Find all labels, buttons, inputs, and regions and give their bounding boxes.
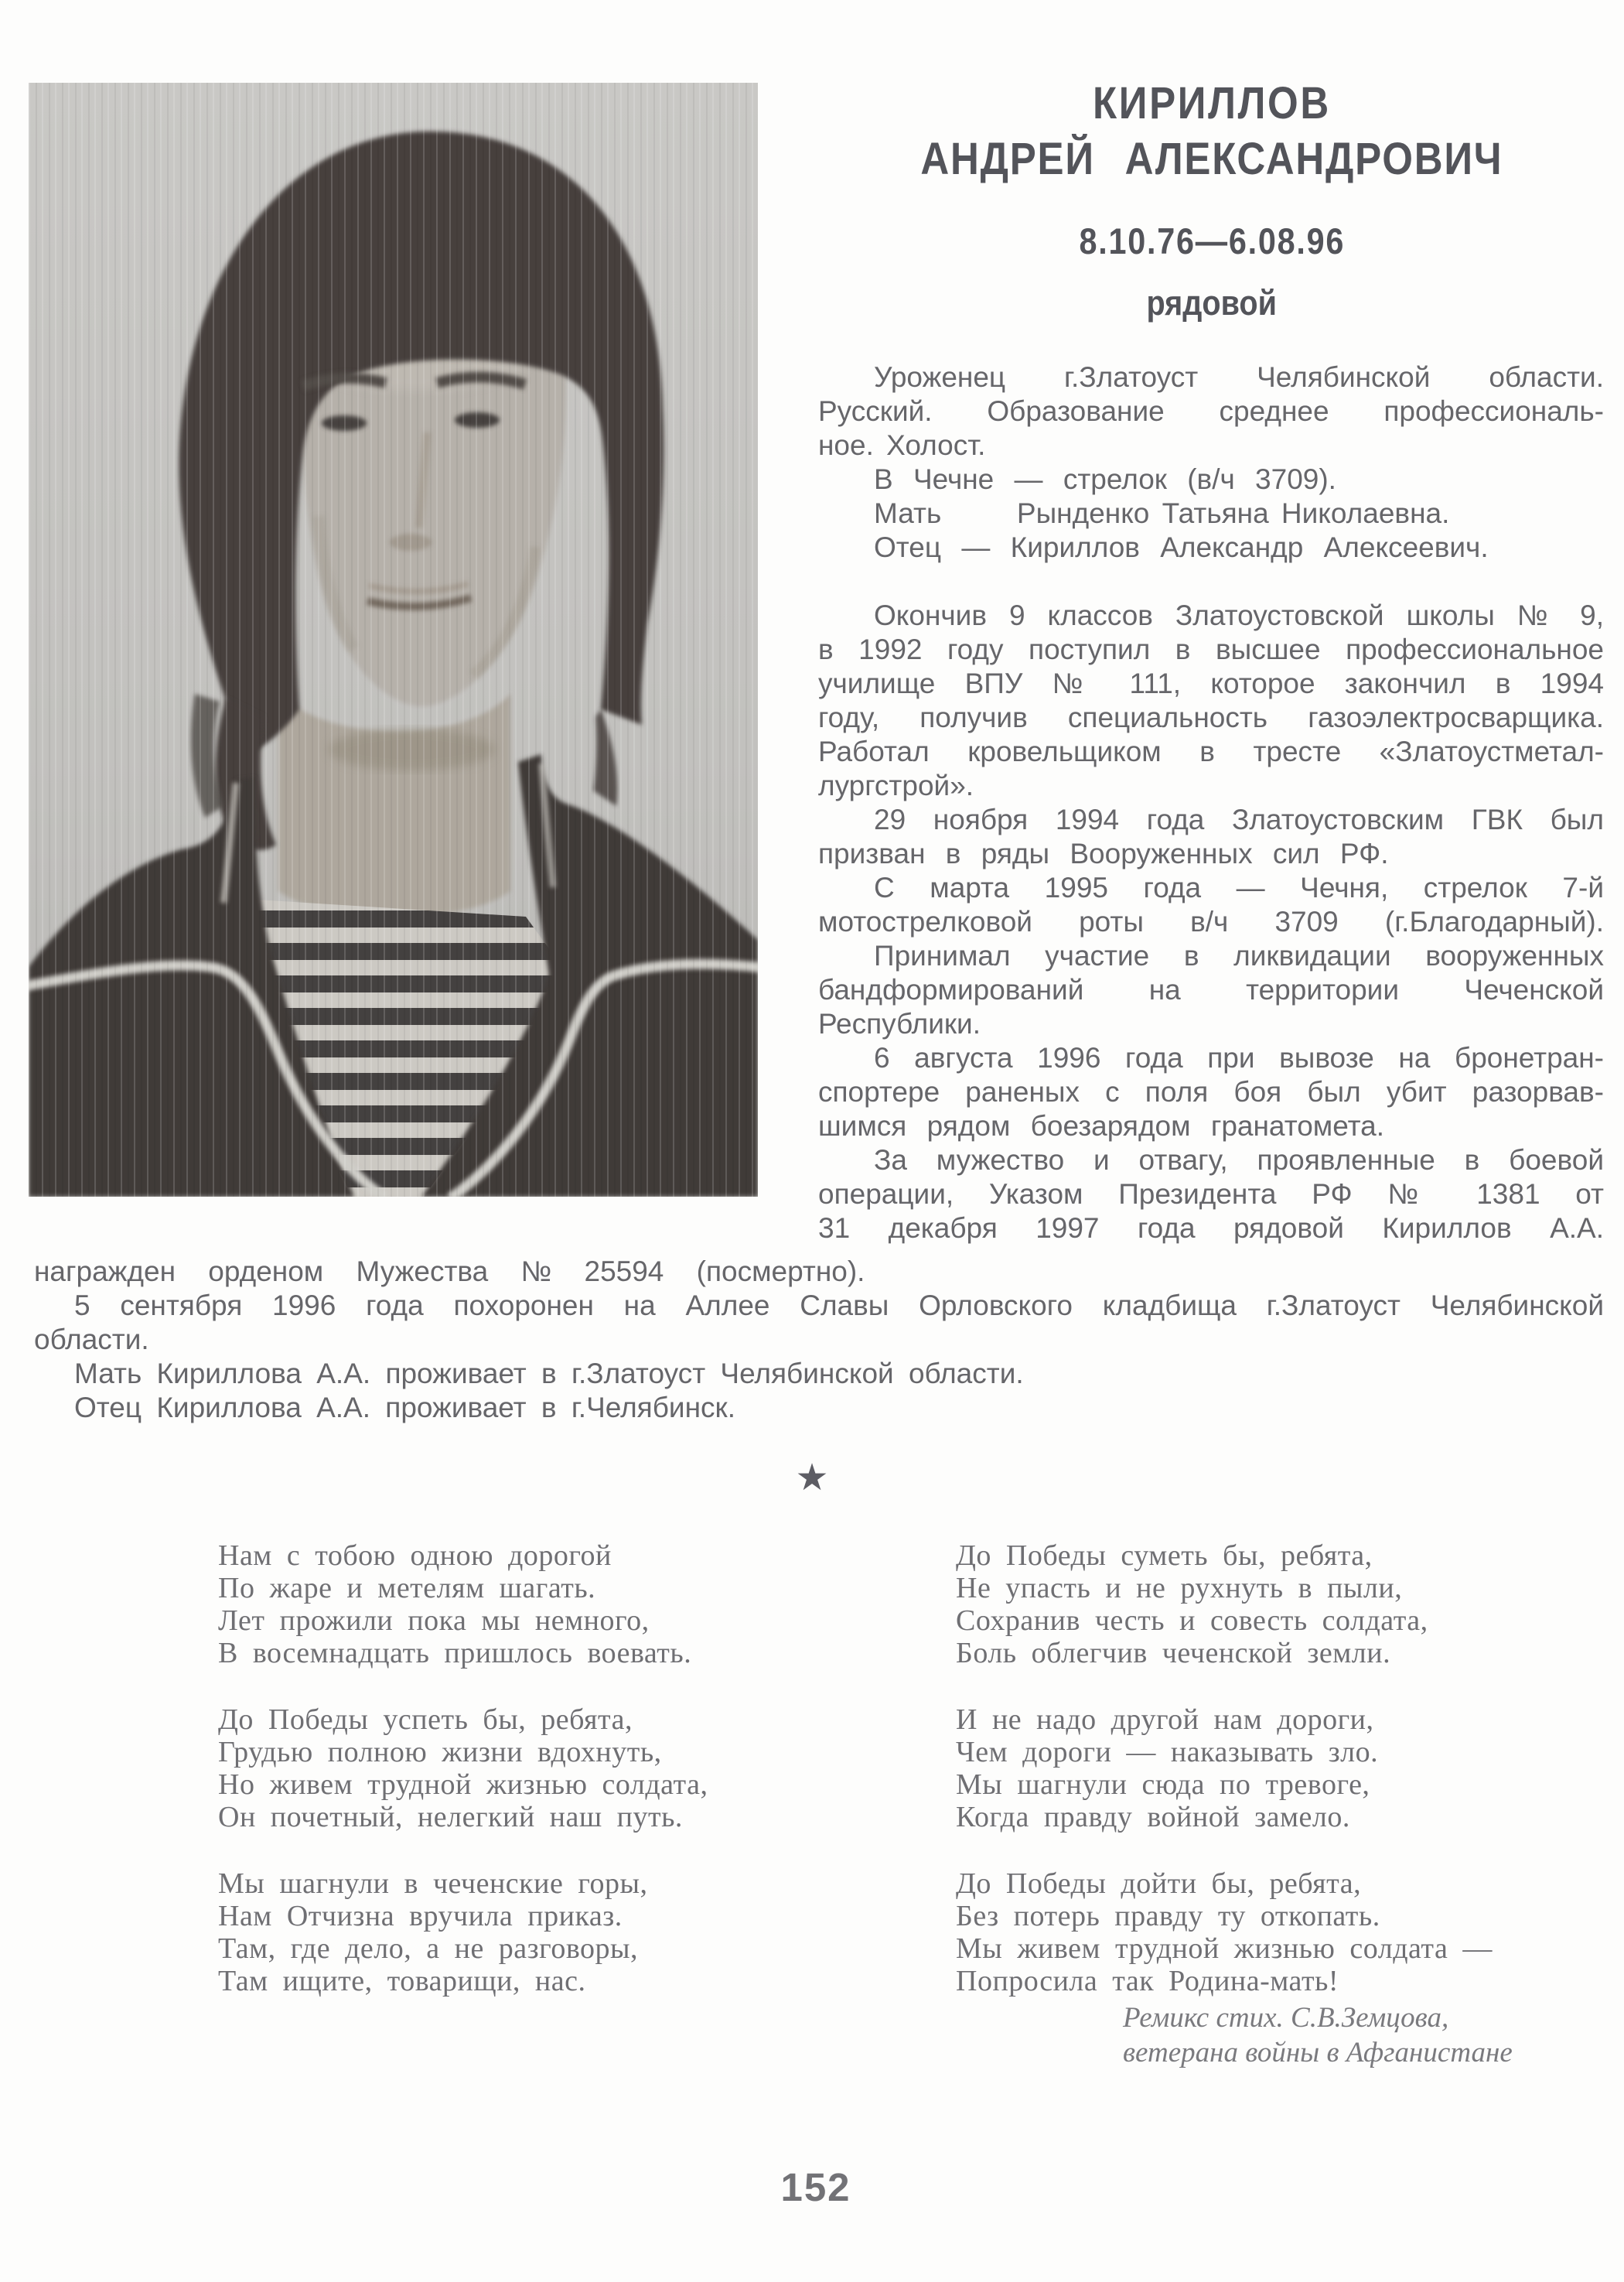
- poem-attribution: [1123, 2000, 1556, 2070]
- poem-line: Лет прожили пока мы немного,: [218, 1604, 650, 1637]
- bio-line: Республики.: [818, 1008, 981, 1040]
- poem-line: И не надо другой нам дороги,: [956, 1703, 1374, 1736]
- poem-stanza: [218, 1703, 759, 1833]
- poem-stanza: [956, 1703, 1559, 1833]
- poem-line: Не упасть и не рухнуть в пыли,: [956, 1572, 1403, 1604]
- bio-line: 6 августа 1996 года при вывозе на бронетран-: [874, 1042, 1604, 1074]
- bio-line: в 1992 году поступил в высшее профессиональное: [818, 634, 1604, 665]
- poem-line: Нам с тобою одною дорогой: [218, 1539, 612, 1572]
- bio-line: награжден орденом Мужества № 25594 (посмертно).: [34, 1255, 865, 1287]
- bio-line: С марта 1995 года — Чечня, стрелок 7-й: [874, 872, 1604, 904]
- bio-line: призван в ряды Вооруженных сил РФ.: [818, 838, 1389, 869]
- bio-line: лургстрой».: [818, 770, 974, 801]
- attribution-line: ветерана войны в Афганистане: [1123, 2037, 1513, 2068]
- bio-line: шимся рядом боезарядом гранатомета.: [818, 1110, 1384, 1142]
- bio-fullwidth: [34, 1255, 1604, 1425]
- bio-line: 5 сентября 1996 года похоронен на Аллее Славы Орловского кладбища г.Златоуст Челябинской: [74, 1290, 1604, 1321]
- poem-line: До Победы суметь бы, ребята,: [956, 1539, 1373, 1572]
- poem-line: Там ищите, товарищи, нас.: [218, 1965, 586, 1997]
- bio-column: [818, 360, 1604, 1245]
- poem-line: Нам Отчизна вручила приказ.: [218, 1900, 623, 1932]
- attribution-line: Ремикс стих. С.В.Земцова,: [1123, 2002, 1449, 2034]
- bio-line: Мать Рынденко Татьяна Николаевна.: [874, 497, 1450, 529]
- portrait-photo-graphic: [29, 83, 758, 1197]
- star-divider-icon: ★: [795, 1457, 829, 1498]
- header-name: [818, 133, 1605, 185]
- bio-line: Мать Кириллова А.А. проживает в г.Златоуст Челябинской области.: [74, 1358, 1024, 1389]
- portrait-photo: [29, 83, 758, 1197]
- bio-line: Отец Кириллова А.А. проживает в г.Челябинск.: [74, 1392, 735, 1423]
- poem-stanza: [218, 1867, 759, 1997]
- poem-line: По жаре и метелям шагать.: [218, 1572, 596, 1604]
- poem-line: Мы живем трудной жизнью солдата —: [956, 1932, 1493, 1965]
- bio-line: спортере раненых с поля боя был убит разорвав-: [818, 1076, 1604, 1108]
- poem-left-column: [218, 1539, 759, 2031]
- poem-line: Боль облегчив чеченской земли.: [956, 1637, 1391, 1669]
- poem-stanza: [218, 1539, 759, 1669]
- bio-line: Русский. Образование среднее профессиональ-: [818, 395, 1604, 427]
- bio-line: Уроженец г.Златоуст Челябинской области.: [874, 361, 1604, 393]
- poem-line: Мы шагнули сюда по тревоге,: [956, 1768, 1370, 1801]
- bio-line: Принимал участие в ликвидации вооруженных: [874, 940, 1604, 972]
- bio-line: операции, Указом Президента РФ № 1381 от: [818, 1178, 1604, 1210]
- poem-stanza: [956, 1539, 1559, 1669]
- header-rank-text: рядовой: [1146, 283, 1278, 323]
- poem-line: Мы шагнули в чеченские горы,: [218, 1867, 648, 1900]
- header-surname-text: КИРИЛЛОВ: [1093, 78, 1331, 128]
- bio-line: Отец — Кириллов Александр Алексеевич.: [874, 531, 1489, 563]
- poem-line: Но живем трудной жизнью солдата,: [218, 1768, 708, 1801]
- bio-line: 31 декабря 1997 года рядовой Кириллов А.А.: [818, 1212, 1604, 1244]
- poem-line: Без потерь правду ту откопать.: [956, 1900, 1380, 1932]
- poem-stanza: [956, 1867, 1559, 1997]
- header-surname: [818, 77, 1605, 129]
- header-name-text: АНДРЕЙ АЛЕКСАНДРОВИЧ: [920, 134, 1503, 184]
- poem-line: До Победы успеть бы, ребята,: [218, 1703, 633, 1736]
- header-dates-text: 8.10.76—6.08.96: [1079, 220, 1345, 261]
- bio-line: году, получив специальность газоэлектросварщика.: [818, 702, 1604, 733]
- poem-line: Сохранив честь и совесть солдата,: [956, 1604, 1428, 1637]
- bio-line: ное. Холост.: [818, 429, 986, 461]
- bio-line: училище ВПУ № 111, которое закончил в 1994: [818, 668, 1604, 699]
- scan-texture: [29, 83, 758, 1197]
- bio-line: бандформирований на территории Чеченской: [818, 974, 1604, 1006]
- page-number: 152: [780, 2165, 851, 2209]
- bio-line: Окончив 9 классов Златоустовской школы № 9,: [874, 600, 1604, 631]
- poem-line: Когда правду войной замело.: [956, 1801, 1350, 1833]
- poem-line: Там, где дело, а не разговоры,: [218, 1932, 639, 1965]
- poem-line: В восемнадцать пришлось воевать.: [218, 1637, 692, 1669]
- bio-line: В Чечне — стрелок (в/ч 3709).: [874, 463, 1336, 495]
- poem-line: До Победы дойти бы, ребята,: [956, 1867, 1362, 1900]
- bio-line: мотострелковой роты в/ч 3709 (г.Благодарный).: [818, 906, 1604, 938]
- paragraph-gap: [818, 565, 1604, 599]
- poem-line: Он почетный, нелегкий наш путь.: [218, 1801, 683, 1833]
- header-dates: [818, 220, 1605, 262]
- bio-line: Работал кровельщиком в тресте «Златоустметал-: [818, 736, 1604, 767]
- header-rank: [818, 283, 1605, 323]
- bio-line: За мужество и отвагу, проявленные в боевой: [874, 1144, 1604, 1176]
- poem-line: Грудью полною жизни вдохнуть,: [218, 1736, 662, 1768]
- poem-line: Попросила так Родина-мать!: [956, 1965, 1339, 1997]
- poem-line: Чем дороги — наказывать зло.: [956, 1736, 1379, 1768]
- bio-line: области.: [34, 1324, 149, 1355]
- poem-right-column: [956, 1539, 1559, 2031]
- bio-line: 29 ноября 1994 года Златоустовским ГВК был: [874, 804, 1604, 835]
